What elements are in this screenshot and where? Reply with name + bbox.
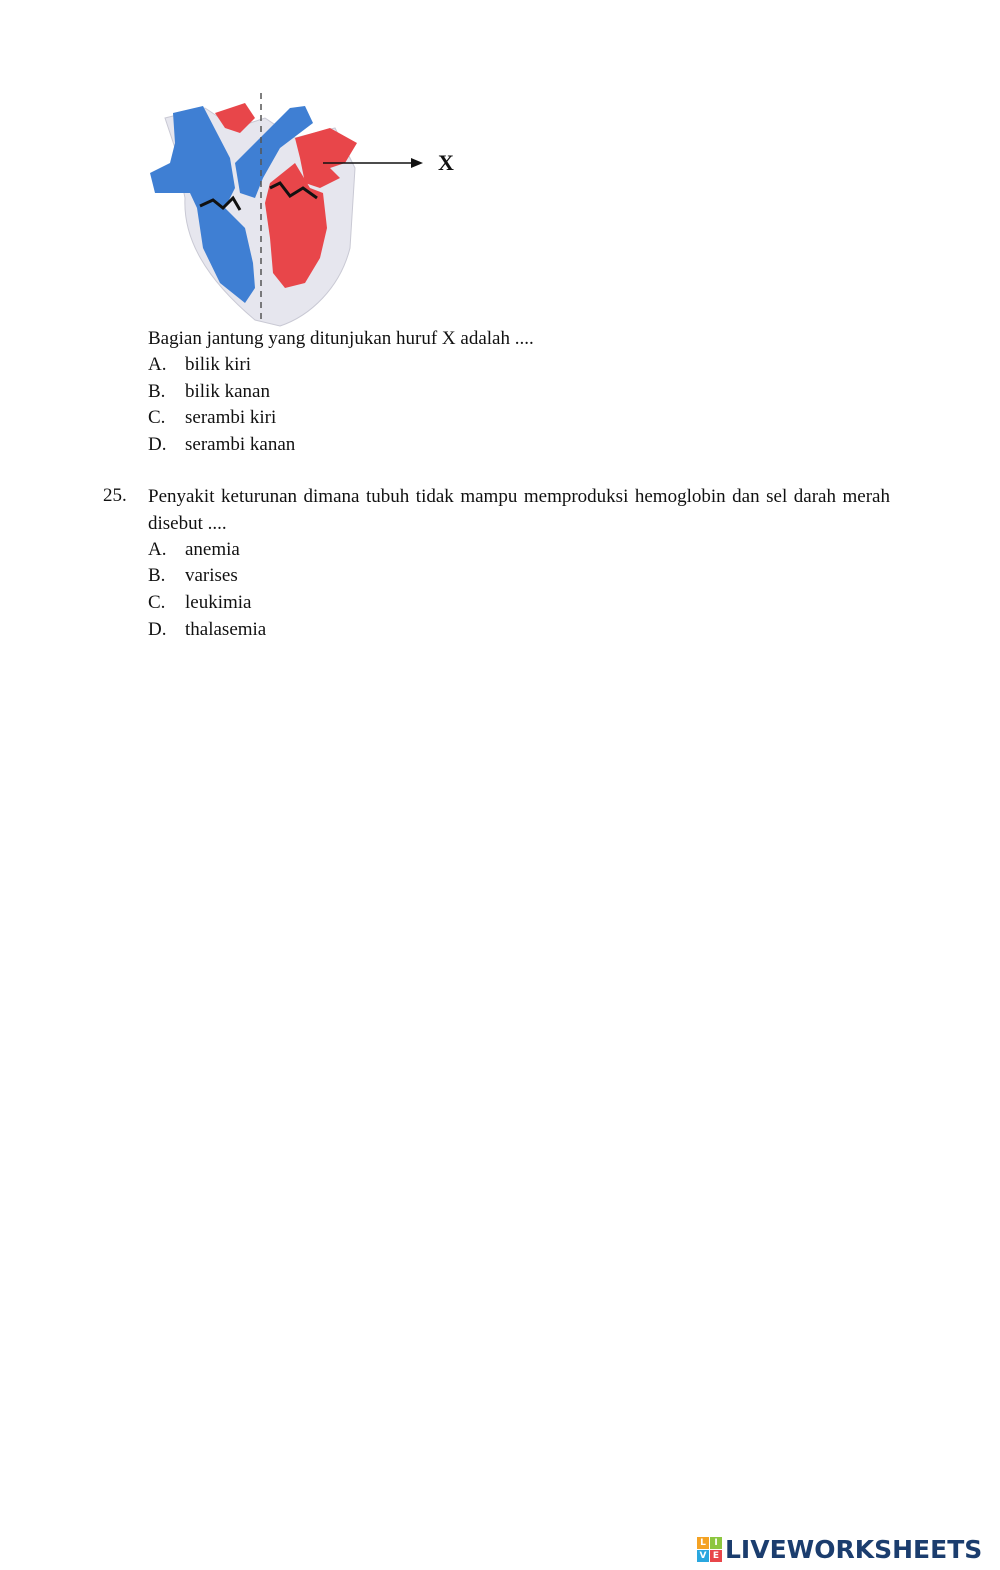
logo-letter-e: E [710, 1550, 722, 1562]
option-text[interactable]: bilik kiri [185, 354, 251, 375]
option-letter: A. [148, 354, 167, 375]
logo-letter-l: L [697, 1537, 709, 1549]
question-24-stem: Bagian jantung yang ditunjukan huruf X adalah .... [148, 328, 534, 349]
logo-letter-v: V [697, 1550, 709, 1562]
option-text[interactable]: bilik kanan [185, 381, 270, 402]
figure-label-x: X [438, 150, 454, 175]
logo-letter-i: I [710, 1537, 722, 1549]
option-letter: C. [148, 592, 166, 613]
heart-diagram [145, 88, 475, 328]
liveworksheets-logo-text: LIVEWORKSHEETS [725, 1534, 983, 1564]
option-letter: D. [148, 434, 167, 455]
heart-diagram-svg [145, 88, 475, 328]
liveworksheets-logo[interactable] [697, 1532, 982, 1566]
option-letter: C. [148, 407, 166, 428]
option-letter: B. [148, 565, 166, 586]
liveworksheets-logo-icon [697, 1537, 722, 1562]
option-letter: A. [148, 539, 167, 560]
option-text[interactable]: leukimia [185, 592, 252, 613]
option-text[interactable]: serambi kiri [185, 407, 277, 428]
option-text[interactable]: serambi kanan [185, 434, 296, 455]
option-text[interactable]: anemia [185, 539, 240, 560]
question-25-stem: Penyakit keturunan dimana tubuh tidak mampu memproduksi hemoglobin dan sel darah merah disebut .... [148, 486, 890, 534]
option-text[interactable]: varises [185, 565, 238, 586]
option-letter: B. [148, 381, 166, 402]
option-letter: D. [148, 619, 167, 640]
option-text[interactable]: thalasemia [185, 619, 267, 640]
pointer-arrow-head [411, 158, 423, 168]
question-25-number: 25. [103, 485, 127, 506]
